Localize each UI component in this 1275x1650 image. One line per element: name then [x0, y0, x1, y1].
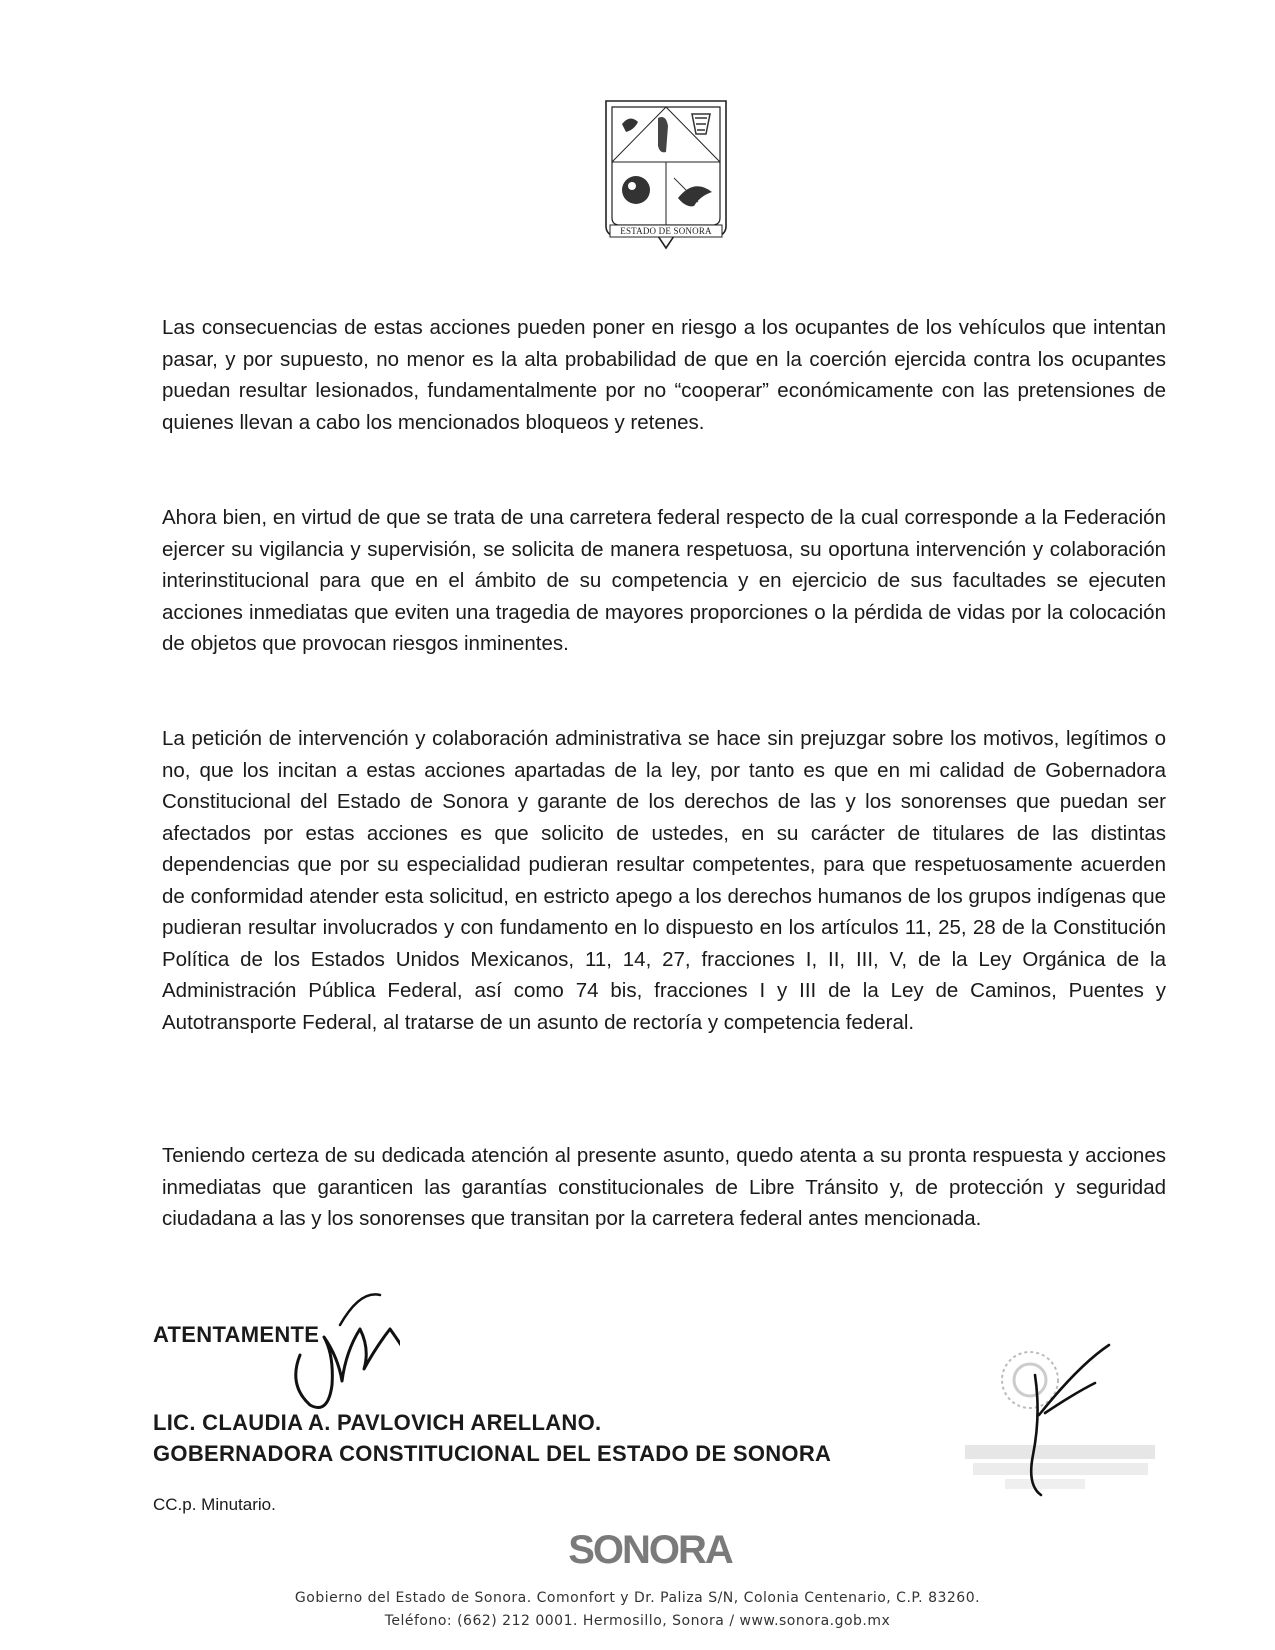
handwritten-signature [280, 1285, 400, 1415]
body-paragraph-4: Teniendo certeza de su dedicada atención al presente asunto, quedo atenta a su pronta respuesta y acciones inmediatas que garanticen las garantías constitucionales de Libre Tránsito y, de protección y seguridad ciudadana a las y los sonorenses que transitan por la carretera federal antes mencionada. [162, 1144, 1166, 1230]
footer-contact: Teléfono: (662) 212 0001. Hermosillo, Sonora / www.sonora.gob.mx [384, 1613, 891, 1629]
sonora-logo [560, 1525, 740, 1575]
footer-address: Gobierno del Estado de Sonora. Comonfort y Dr. Paliza S/N, Colonia Centenario, C.P. 83260. [294, 1590, 981, 1606]
body-paragraph-1: Las consecuencias de estas acciones pueden poner en riesgo a los ocupantes de los vehículos que intentan pasar, y por supuesto, no menor es la alta probabilidad de que en la coerción ejercida contra los ocupantes puedan resultar lesionados, fundamentalmente por no “cooperar” económicamente con las pretensiones de quienes llevan a cabo los mencionados bloqueos y retenes. [162, 316, 1166, 434]
body-paragraph-3: La petición de intervención y colaboración administrativa se hace sin prejuzgar sobre los motivos, legítimos o no, que los incitan a estas acciones apartadas de la ley, por tanto es que en mi calidad de Gobernadora Constitucional del Estado de Sonora y garante de los derechos de las y los sonorenses que puedan ser afectados por estas acciones es que solicito de ustedes, en su carácter de titulares de las distintas dependencias que por su especialidad pudieran resultar competentes, para que respetuosamente acuerden de conformidad atender esta solicitud, en estricto apego a los derechos humanos de los grupos indígenas que pudieran resultar involucrados y con fundamento en lo dispuesto en los artículos 11, 25, 28 de la Constitución Política de los Estados Unidos Mexicanos, 11, 14, 27, fracciones I, II, III, V, de la Ley Orgánica de la Administración Pública Federal, así como 74 bis, fracciones I y III de la Ley de Caminos, Puentes y Autotransporte Federal, al tratarse de un asunto de rectoría y competencia federal. [162, 727, 1166, 1034]
signer-title: GOBERNADORA CONSTITUCIONAL DEL ESTADO DE SONORA [153, 1441, 832, 1466]
official-stamp [965, 1335, 1165, 1525]
brand-wordmark: SONORA [568, 1528, 732, 1572]
body-paragraph-2: Ahora bien, en virtud de que se trata de una carretera federal respecto de la cual corresponde a la Federación ejercer su vigilancia y supervisión, se solicita de manera respetuosa, su oportuna intervención y colaboración interinstitucional para que en el ámbito de su competencia y en ejercicio de sus facultades se ejecuten acciones inmediatas que eviten una tragedia de mayores proporciones o la pérdida de vidas por la colocación de objetos que provocan riesgos inminentes. [162, 506, 1166, 655]
coat-of-arms-caption: ESTADO DE SONORA [620, 226, 712, 236]
closing-salutation: ATENTAMENTE [153, 1322, 320, 1347]
signer-name: LIC. CLAUDIA A. PAVLOVICH ARELLANO. [153, 1410, 602, 1435]
carbon-copy-note: CC.p. Minutario. [153, 1495, 276, 1514]
coat-of-arms-emblem [602, 98, 730, 256]
